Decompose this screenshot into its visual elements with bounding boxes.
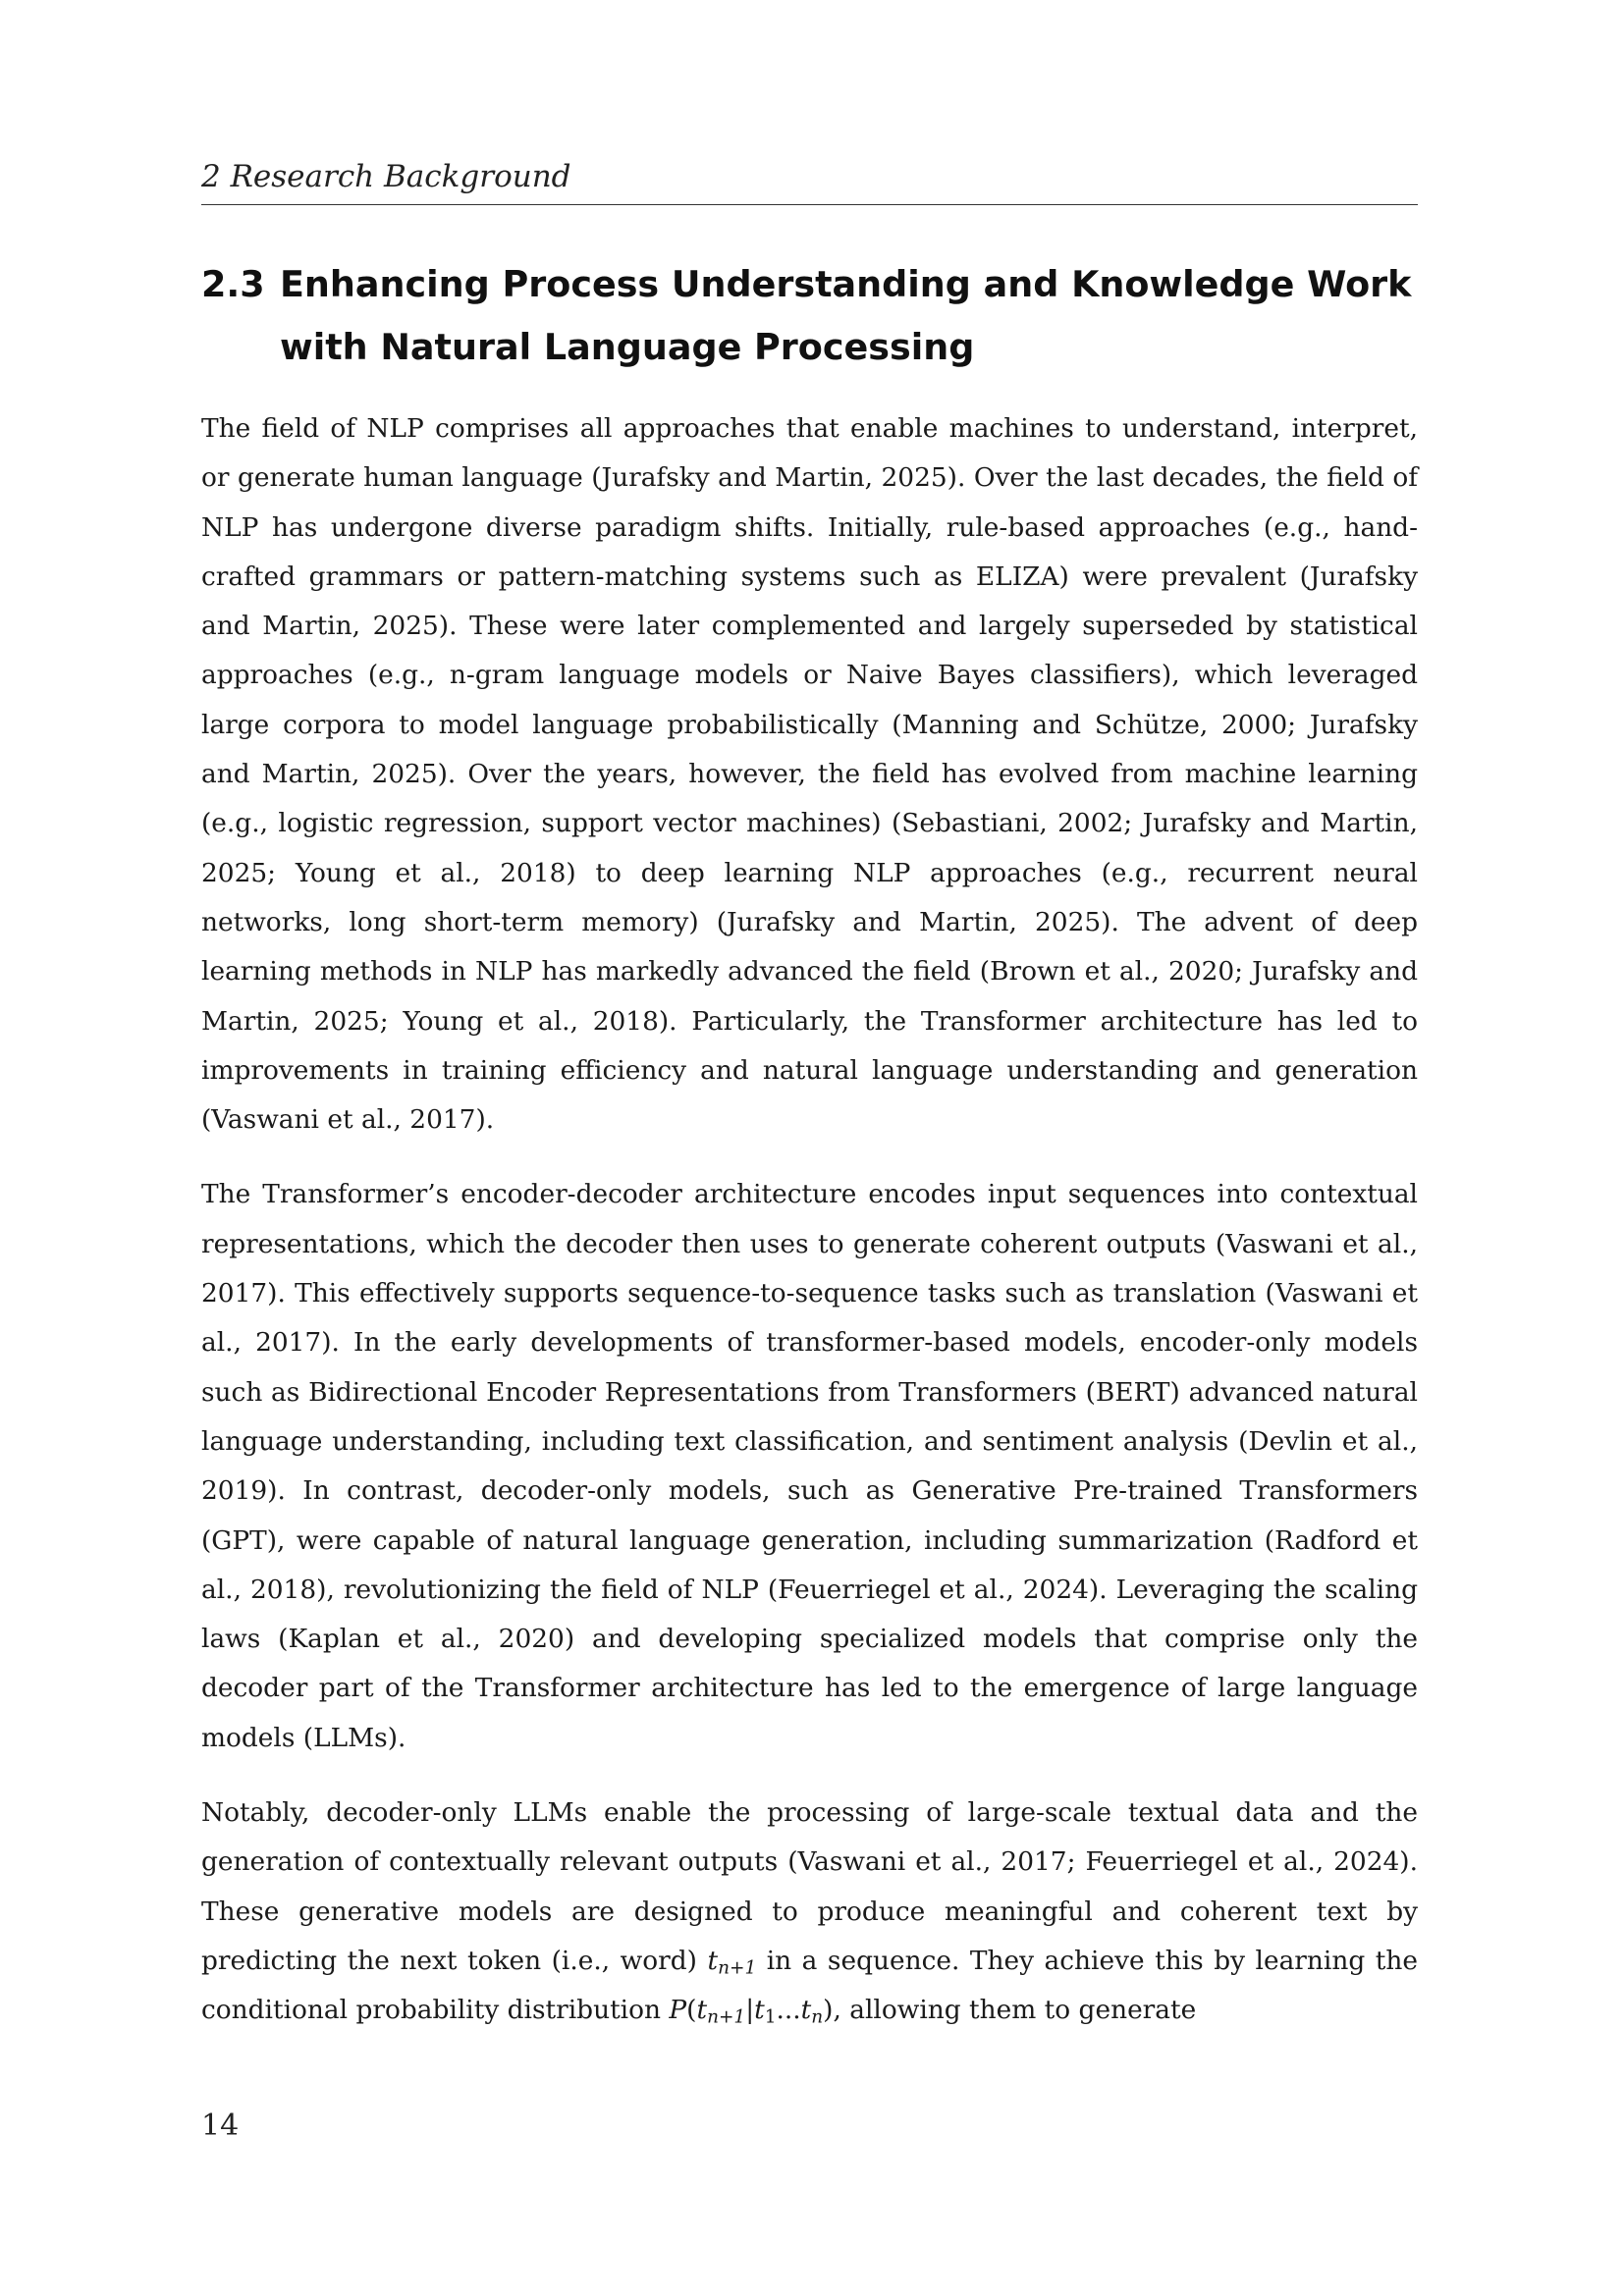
paragraph-3-part-1: Notably, decoder-only LLMs enable the processing of large-scale textual data and the generation of contextually relevant outputs (Vaswani et al., 2017; Feuerriegel et al., 2024). These generative models are designed to produce meaningful and coherent text by predicting the next token (i.e., word)	[201, 1797, 1418, 1976]
paragraph-3-part-3: , allowing them to generate	[833, 1995, 1197, 2026]
paragraph-3-part-2: in a sequence. They achieve this by learning the conditional probability distribution	[201, 1945, 1418, 2026]
page-number: 14	[201, 2109, 240, 2143]
running-header	[201, 157, 1418, 205]
section-title: Enhancing Process Understanding and Knowledge Work with Natural Language Processing	[280, 263, 1412, 368]
math-conditional-probability: $P(t_{n+1}|t_1...t_n)$	[669, 1995, 834, 2028]
section-number: 2.3	[201, 263, 265, 305]
paragraph-2: The Transformer’s encoder-decoder architecture encodes input sequences into contextual representations, which the decoder then uses to generate coherent outputs (Vaswani et al., 2017). This effectively supports sequence-to-sequence tasks such as translation (Vaswani et al., 2017). In the early developments of transformer-based models, encoder-only models such as Bidirectional Encoder Representations from Transformers (BERT) advanced natural language understanding, including text classification, and sentiment analysis (Devlin et al., 2019). In contrast, decoder-only models, such as Generative Pre-trained Transformers (GPT), were capable of natural language generation, including summarization (Radford et al., 2018), revolutionizing the field of NLP (Feuerriegel et al., 2024). Leveraging the scaling laws (Kaplan et al., 2020) and developing specialized models that comprise only the decoder part of the Transformer architecture has led to the emergence of large language models (LLMs).	[201, 1179, 1418, 1753]
paragraph-1: The field of NLP comprises all approaches that enable machines to understand, interpret, or generate human language (Jurafsky and Martin, 2025). Over the last decades, the field of NLP has undergone diverse paradigm shifts. Initially, rule-based approaches (e.g., hand-crafted grammars or pattern-matching systems such as ELIZA) were prevalent (Jurafsky and Martin, 2025). These were later complemented and largely superseded by statistical approaches (e.g., n-gram language models or Naive Bayes classifiers), which leveraged large corpora to model language probabilistically (Manning and Schütze, 2000; Jurafsky and Martin, 2025). Over the years, however, the field has evolved from machine learning (e.g., logistic regression, support vector machines) (Sebastiani, 2002; Jurafsky and Martin, 2025; Young et al., 2018) to deep learning NLP approaches (e.g., recurrent neural networks, long short-term memory) (Jurafsky and Martin, 2025). The advent of deep learning methods in NLP has markedly advanced the field (Brown et al., 2020; Jurafsky and Martin, 2025; Young et al., 2018). Particularly, the Transformer architecture has led to improvements in training efficiency and natural language understanding and generation (Vaswani et al., 2017).	[201, 413, 1418, 1136]
section-heading	[201, 253, 1418, 379]
body-text	[201, 404, 1418, 2061]
math-next-token: $t_{n+1}$	[707, 1945, 757, 1979]
paragraph-3	[201, 1789, 1418, 2035]
running-header-title: 2 Research Background	[201, 159, 571, 194]
